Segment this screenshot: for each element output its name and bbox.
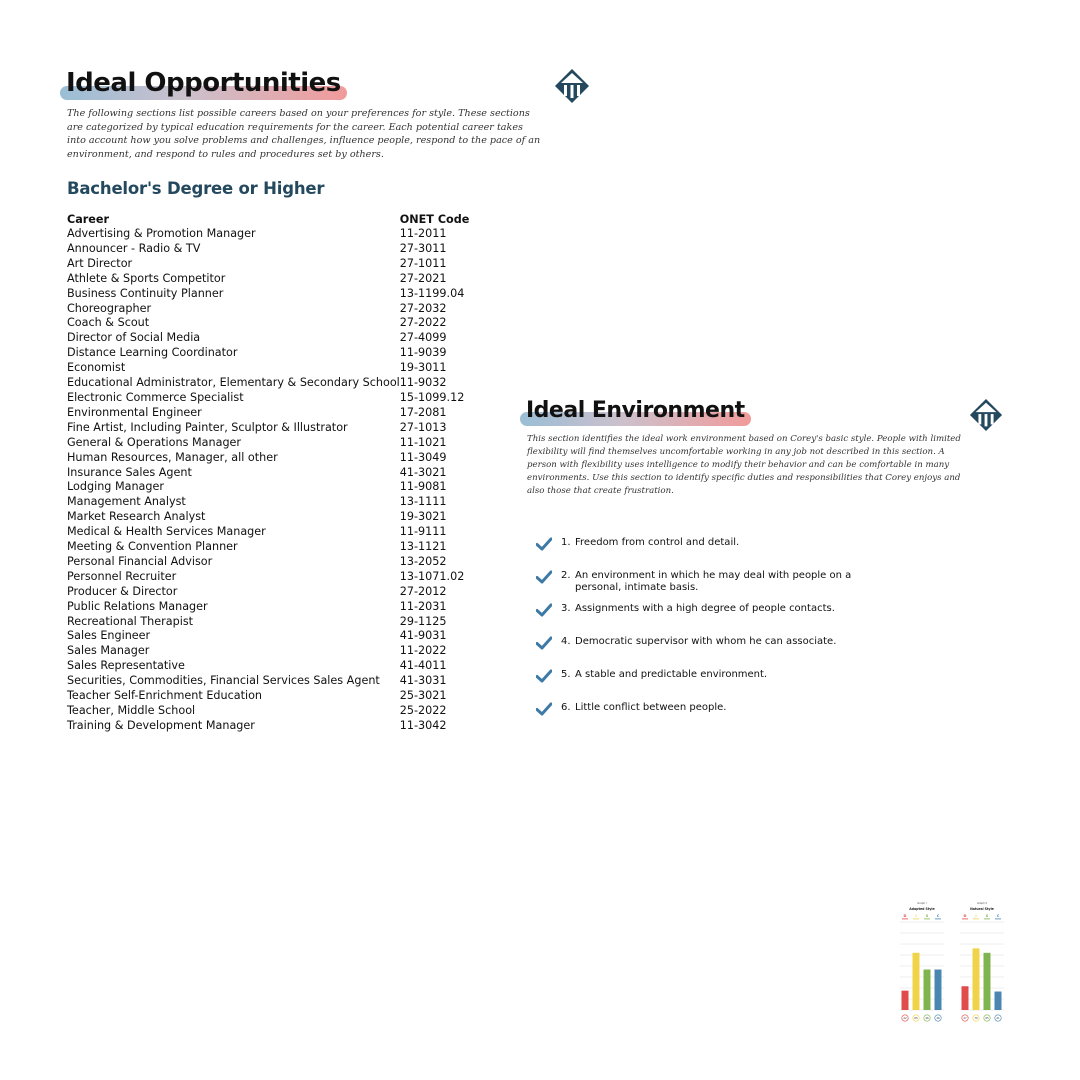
graph-subtitle: Adapted Style bbox=[909, 907, 935, 911]
item-number: 6. bbox=[561, 702, 571, 713]
career-name: Meeting & Convention Planner bbox=[67, 540, 238, 554]
table-row bbox=[67, 704, 469, 719]
table-row bbox=[67, 495, 469, 510]
onet-code: 27-4099 bbox=[399, 331, 447, 345]
onet-code: 27-2032 bbox=[399, 301, 447, 315]
career-name: Human Resources, Manager, all other bbox=[67, 450, 278, 464]
graph-letter: D bbox=[903, 914, 907, 918]
career-name: Director of Social Media bbox=[67, 331, 201, 345]
table-row bbox=[67, 451, 469, 466]
onet-code: 17-2081 bbox=[399, 405, 447, 419]
table-row bbox=[67, 287, 469, 302]
item-text: Assignments with a high degree of people contacts. bbox=[575, 603, 835, 614]
brand-logo-icon bbox=[969, 398, 1003, 432]
career-table bbox=[67, 212, 469, 734]
table-row bbox=[67, 644, 469, 659]
onet-code: 41-3031 bbox=[399, 674, 447, 688]
career-name: Sales Representative bbox=[67, 659, 185, 673]
onet-code: 25-2022 bbox=[399, 704, 447, 717]
item-text: An environment in which he may deal with people on a personal, intimate basis. bbox=[575, 570, 852, 593]
checkmark-icon bbox=[536, 570, 552, 584]
career-name: General & Operations Manager bbox=[67, 435, 242, 449]
career-name: Management Analyst bbox=[67, 495, 186, 509]
career-name: Sales Manager bbox=[67, 644, 150, 658]
list-item bbox=[536, 603, 866, 617]
graph-letter-underline bbox=[984, 919, 990, 920]
onet-code: 11-2022 bbox=[399, 644, 447, 658]
graph-bar bbox=[935, 970, 942, 1010]
career-name: Business Continuity Planner bbox=[67, 286, 224, 300]
table-row bbox=[67, 302, 469, 317]
graph-subtitle: Natural Style bbox=[970, 907, 994, 911]
graph-caption: Graph II bbox=[976, 902, 988, 905]
graph-bar bbox=[984, 953, 991, 1010]
table-row bbox=[67, 227, 469, 242]
graph-score-label: 65 bbox=[914, 1017, 918, 1021]
onet-code: 25-3021 bbox=[399, 689, 447, 703]
onet-code: 27-2021 bbox=[399, 271, 447, 285]
graph-bar bbox=[924, 970, 931, 1010]
table-row bbox=[67, 510, 469, 525]
onet-code: 11-1021 bbox=[399, 435, 447, 449]
onet-code: 11-9111 bbox=[399, 525, 447, 539]
table-row bbox=[67, 525, 469, 540]
onet-code: 11-3049 bbox=[399, 450, 447, 464]
career-name: Teacher, Middle School bbox=[67, 704, 196, 717]
table-row bbox=[67, 555, 469, 570]
onet-code: 41-4011 bbox=[399, 659, 447, 673]
onet-code: 29-1125 bbox=[399, 614, 447, 628]
career-table-body bbox=[67, 227, 469, 734]
onet-code: 41-9031 bbox=[399, 629, 447, 643]
graph-letter-underline bbox=[935, 919, 941, 920]
career-name: Announcer - Radio & TV bbox=[67, 241, 201, 255]
table-row bbox=[67, 629, 469, 644]
onet-code: 11-9081 bbox=[399, 480, 447, 494]
graph-score-label: 46 bbox=[936, 1017, 940, 1021]
onet-code: 11-2011 bbox=[399, 227, 447, 240]
graph-bar bbox=[995, 992, 1002, 1010]
graph-thumbnail-svg bbox=[897, 900, 947, 1024]
table-row bbox=[67, 719, 469, 734]
graph-score-label: 70 bbox=[974, 1017, 978, 1021]
item-number: 4. bbox=[561, 636, 571, 647]
career-name: Market Research Analyst bbox=[67, 510, 206, 524]
career-name: Teacher Self-Enrichment Education bbox=[67, 689, 263, 703]
checkmark-icon bbox=[536, 537, 552, 551]
onet-code: 27-2022 bbox=[399, 316, 447, 330]
career-name: Economist bbox=[67, 361, 126, 375]
career-name: Recreational Therapist bbox=[67, 614, 194, 628]
table-row bbox=[67, 376, 469, 391]
career-name: Sales Engineer bbox=[67, 629, 151, 643]
column-header-career: Career bbox=[67, 213, 109, 226]
opportunities-intro: The following sections list possible careers based on your preferences for style. These sections are categorized by typical education requirements for the career. Each potential career takes into account how you solve problems and challenges, influence people, respond to the pace of an environment, and respond to rules and procedures set by others. bbox=[67, 108, 541, 161]
onet-code: 13-1199.04 bbox=[399, 286, 465, 300]
onet-code: 11-9032 bbox=[399, 376, 447, 390]
career-name: Athlete & Sports Competitor bbox=[67, 271, 226, 285]
graph-thumbnail-adapted[interactable] bbox=[897, 900, 947, 1024]
graph-score-label: 21 bbox=[996, 1017, 1000, 1021]
graph-bar bbox=[973, 948, 980, 1010]
graph-letter: S bbox=[925, 914, 929, 918]
onet-code: 11-3042 bbox=[399, 718, 447, 732]
list-item bbox=[536, 669, 866, 683]
graph-letter: D bbox=[963, 914, 967, 918]
graph-bar bbox=[902, 991, 909, 1010]
graph-bar bbox=[962, 986, 969, 1010]
career-name: Electronic Commerce Specialist bbox=[67, 390, 244, 404]
table-row bbox=[67, 466, 469, 481]
career-name: Environmental Engineer bbox=[67, 405, 202, 419]
table-row bbox=[67, 257, 469, 272]
item-number: 5. bbox=[561, 669, 571, 680]
graph-letter: S bbox=[985, 914, 989, 918]
table-row bbox=[67, 331, 469, 346]
graph-score-label: 22 bbox=[903, 1017, 907, 1021]
career-name: Fine Artist, Including Painter, Sculptor & Illustrator bbox=[67, 420, 348, 434]
table-row bbox=[67, 659, 469, 674]
list-item bbox=[536, 570, 866, 593]
environment-title: Ideal Environment bbox=[526, 398, 745, 423]
career-name: Securities, Commodities, Financial Services Sales Agent bbox=[67, 674, 380, 688]
onet-code: 13-2052 bbox=[399, 554, 447, 568]
table-row bbox=[67, 600, 469, 615]
environment-intro: This section identifies the ideal work environment based on Corey's basic style. People with limited flexibility will find themselves uncomfortable working in any job not described in this section. A person with flexibility uses intelligence to modify their behavior and can be comfortable in many environments. Use this section to identify specific duties and responsibilities that Corey enjoys and also those that create frustration. bbox=[527, 434, 961, 496]
graph-letter-underline bbox=[962, 919, 968, 920]
table-row bbox=[67, 406, 469, 421]
checkmark-icon bbox=[536, 669, 552, 683]
item-text: Democratic supervisor with whom he can associate. bbox=[575, 636, 837, 647]
career-name: Coach & Scout bbox=[67, 316, 150, 330]
onet-code: 13-1071.02 bbox=[399, 569, 465, 583]
table-row bbox=[67, 570, 469, 585]
checkmark-icon bbox=[536, 603, 552, 617]
graph-letter-underline bbox=[924, 919, 930, 920]
onet-code: 41-3021 bbox=[399, 465, 447, 479]
graph-bar bbox=[913, 953, 920, 1010]
graph-letter: C bbox=[936, 914, 940, 918]
table-header-row bbox=[67, 212, 469, 227]
onet-code: 11-2031 bbox=[399, 599, 447, 613]
onet-code: 27-3011 bbox=[399, 241, 447, 255]
career-name: Educational Administrator, Elementary & Secondary School bbox=[67, 376, 400, 390]
list-item bbox=[536, 702, 866, 716]
onet-code: 27-1011 bbox=[399, 256, 447, 270]
column-header-onet-code: ONET Code bbox=[399, 213, 470, 226]
table-row bbox=[67, 346, 469, 361]
career-name: Art Director bbox=[67, 256, 133, 270]
item-text: Freedom from control and detail. bbox=[575, 537, 740, 548]
onet-code: 19-3021 bbox=[399, 510, 447, 524]
environment-title-block bbox=[526, 396, 745, 426]
graph-letter: I bbox=[915, 914, 917, 918]
onet-code: 19-3011 bbox=[399, 361, 447, 375]
graph-letter-underline bbox=[973, 919, 979, 920]
onet-code: 27-2012 bbox=[399, 584, 447, 598]
graph-score-label: 27 bbox=[963, 1017, 967, 1021]
table-row bbox=[67, 480, 469, 495]
onet-code: 13-1121 bbox=[399, 540, 447, 554]
table-row bbox=[67, 689, 469, 704]
graph-letter: C bbox=[996, 914, 1000, 918]
table-row bbox=[67, 391, 469, 406]
career-name: Personnel Recruiter bbox=[67, 569, 177, 583]
onet-code: 11-9039 bbox=[399, 346, 447, 360]
graph-letter: I bbox=[975, 914, 977, 918]
career-name: Medical & Health Services Manager bbox=[67, 525, 266, 539]
list-item bbox=[536, 537, 866, 551]
career-name: Insurance Sales Agent bbox=[67, 465, 192, 479]
graph-caption: Graph I bbox=[917, 902, 927, 905]
brand-logo-icon bbox=[554, 68, 590, 104]
career-name: Personal Financial Advisor bbox=[67, 554, 213, 568]
page-title: Ideal Opportunities bbox=[66, 68, 341, 98]
checkmark-icon bbox=[536, 702, 552, 716]
onet-code: 13-1111 bbox=[399, 495, 447, 509]
table-row bbox=[67, 272, 469, 287]
graph-thumbnail-svg bbox=[957, 900, 1007, 1024]
table-row bbox=[67, 615, 469, 630]
graph-score-label: 46 bbox=[925, 1017, 929, 1021]
table-row bbox=[67, 674, 469, 689]
graph-letter-underline bbox=[902, 919, 908, 920]
item-number: 3. bbox=[561, 603, 571, 614]
career-name: Producer & Director bbox=[67, 584, 178, 598]
career-name: Advertising & Promotion Manager bbox=[67, 227, 256, 240]
career-name: Training & Development Manager bbox=[67, 718, 255, 732]
item-number: 2. bbox=[561, 570, 571, 581]
section-heading: Bachelor's Degree or Higher bbox=[67, 179, 325, 198]
table-row bbox=[67, 361, 469, 376]
table-row bbox=[67, 540, 469, 555]
table-row bbox=[67, 436, 469, 451]
graph-score-label: 65 bbox=[985, 1017, 989, 1021]
table-row bbox=[67, 316, 469, 331]
onet-code: 27-1013 bbox=[399, 420, 447, 434]
table-row bbox=[67, 242, 469, 257]
opportunities-title-block bbox=[66, 66, 341, 100]
graph-letter-underline bbox=[995, 919, 1001, 920]
item-text: Little conflict between people. bbox=[575, 702, 727, 713]
onet-code: 15-1099.12 bbox=[399, 390, 465, 404]
graph-thumbnail-natural[interactable] bbox=[957, 900, 1007, 1024]
table-row bbox=[67, 585, 469, 600]
career-name: Public Relations Manager bbox=[67, 599, 208, 613]
table-row bbox=[67, 421, 469, 436]
graph-letter-underline bbox=[913, 919, 919, 920]
checkmark-icon bbox=[536, 636, 552, 650]
career-name: Lodging Manager bbox=[67, 480, 164, 494]
list-item bbox=[536, 636, 866, 650]
item-text: A stable and predictable environment. bbox=[575, 669, 768, 680]
career-name: Distance Learning Coordinator bbox=[67, 346, 238, 360]
career-name: Choreographer bbox=[67, 301, 152, 315]
item-number: 1. bbox=[561, 537, 571, 548]
